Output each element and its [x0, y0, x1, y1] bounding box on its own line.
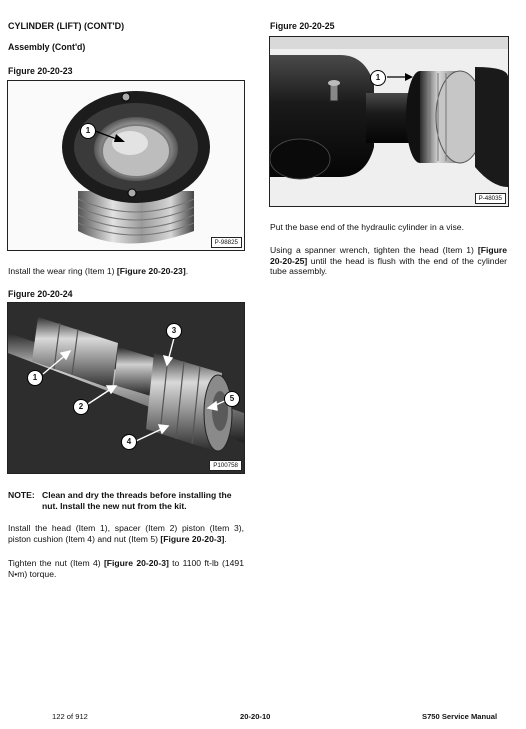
callout-item-1: 1 [370, 70, 386, 86]
callout-item-1: 1 [27, 370, 43, 386]
figure-20-20-24-caption: Figure 20-20-24 [8, 289, 73, 299]
callout-item-1: 1 [80, 123, 96, 139]
paragraph-install-wear-ring: Install the wear ring (Item 1) [Figure 20-20-23]. [8, 266, 189, 276]
figure-20-20-23-caption: Figure 20-20-23 [8, 66, 73, 76]
callout-item-3: 3 [166, 323, 182, 339]
callout-item-2: 2 [73, 399, 89, 415]
callout-item-4: 4 [121, 434, 137, 450]
figure-20-20-23-photo [7, 80, 245, 251]
section-title: CYLINDER (LIFT) (CONT'D) [8, 21, 125, 31]
page-number: 20-20-10 [240, 712, 271, 721]
figure-20-20-25-caption: Figure 20-20-25 [270, 21, 335, 31]
callout-item-5: 5 [224, 391, 240, 407]
figure-reference: [Figure 20-20-23] [116, 266, 186, 276]
figure-part-number: P-98825 [211, 237, 242, 248]
figure-part-number: P-48035 [475, 193, 506, 204]
subsection-title: Assembly (Cont'd) [8, 42, 86, 52]
page-count: 122 of 912 [52, 712, 88, 721]
note-line-1: Clean and dry the threads before installing the [42, 490, 232, 500]
figure-reference: [Figure 20-20-3] [160, 533, 225, 544]
paragraph-vise: Put the base end of the hydraulic cylinder in a vise. [270, 222, 464, 232]
note-block [8, 490, 246, 511]
figure-reference: [Figure 20-20-3] [103, 558, 169, 568]
paragraph-spanner-wrench: Using a spanner wrench, tighten the head (Item 1) [Figure 20-20-25] until the head is flush with the end of the cylinder tube assembly. [270, 245, 507, 277]
figure-20-20-24-photo [7, 302, 245, 474]
paragraph-tighten-nut: Tighten the nut (Item 4) [Figure 20-20-3] to 1100 ft-lb (1491 N•m) torque. [8, 558, 244, 579]
figure-reference: [Figure 20-20-25] [270, 245, 507, 266]
manual-title: S750 Service Manual [422, 712, 498, 721]
note-label: NOTE: [8, 490, 35, 500]
note-line-2: nut. Install the new nut from the kit. [42, 501, 187, 511]
figure-part-number: P100758 [209, 460, 242, 471]
figure-20-20-25-photo [269, 36, 509, 207]
paragraph-install-head: Install the head (Item 1), spacer (Item 2) piston (Item 3), piston cushion (Item 4) and nut (Item 5) [Figure 20-20-3]. [8, 523, 244, 544]
